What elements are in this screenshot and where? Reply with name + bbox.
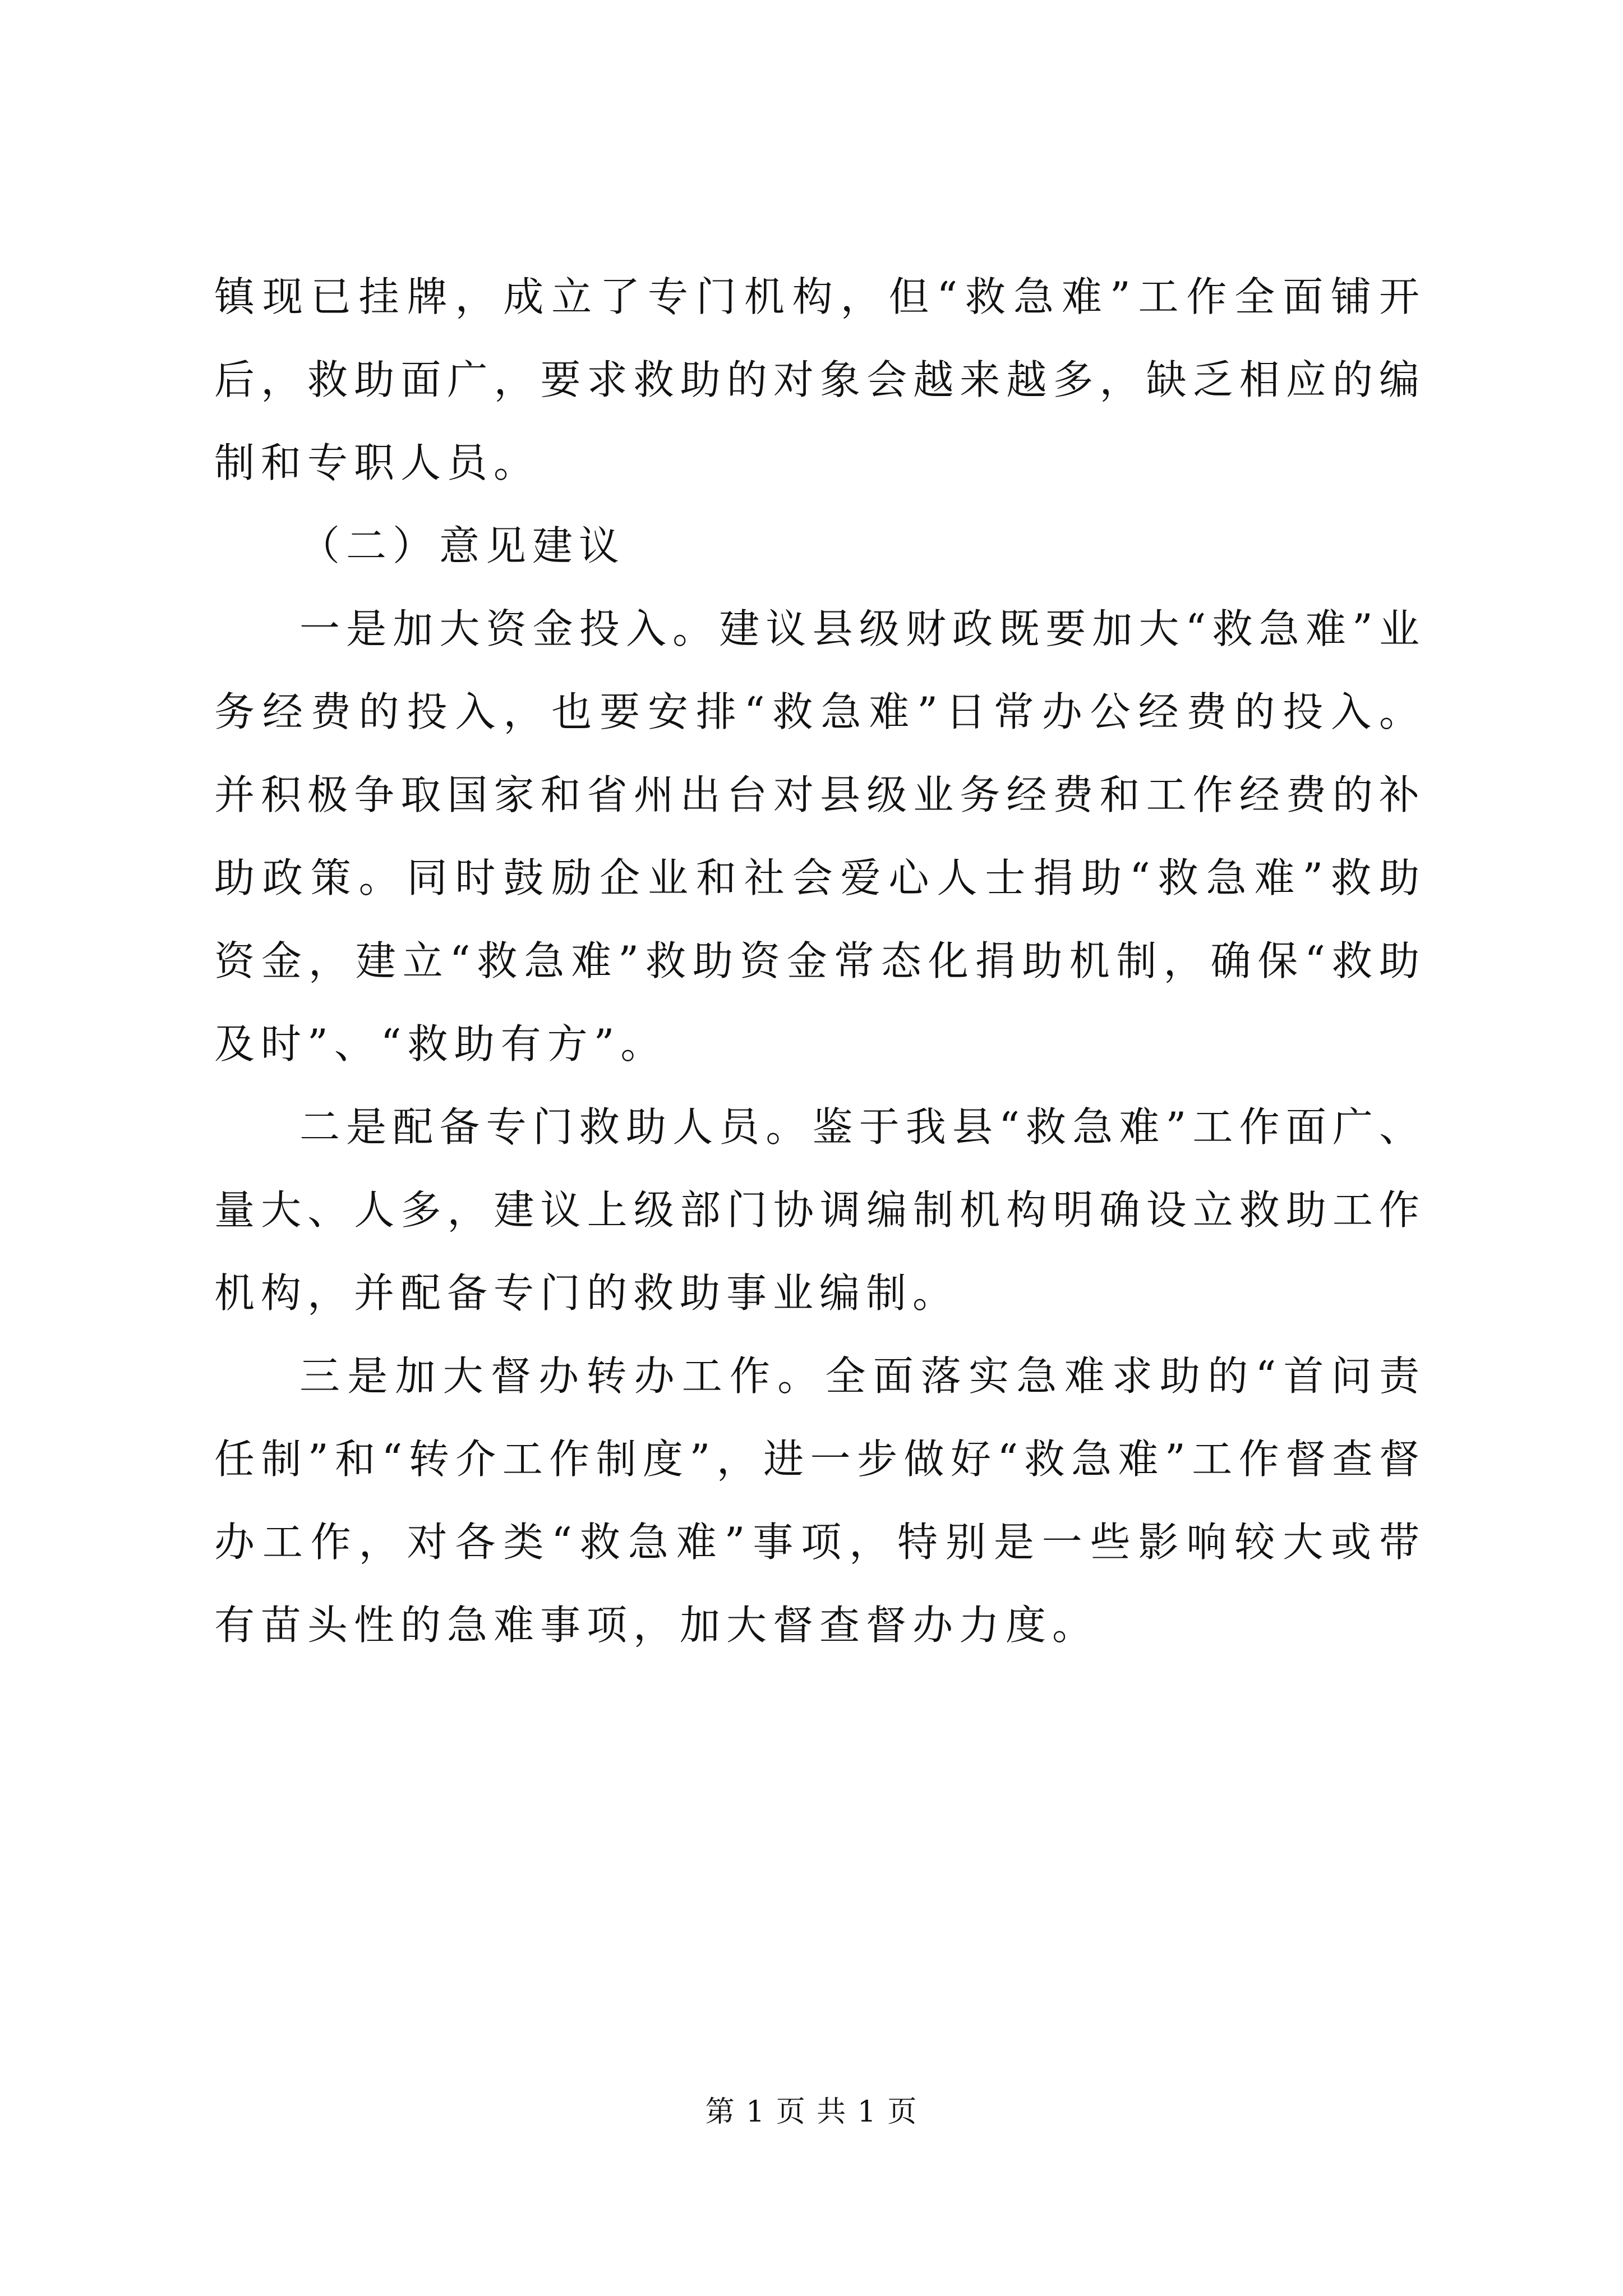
section-heading: （二）意见建议 xyxy=(299,522,626,569)
paragraph-supervision: 三是加大督办转办工作。全面落实急难求助的“首问责任制”和“转介工作制度”，进一步做好“救急难”工作督查督办工作，对各类“救急难”事项，特别是一些影响较大或带有苗头性的急难事项，加大督查督办力度。 xyxy=(214,1352,1426,1649)
document-body xyxy=(214,255,1426,1667)
page-number-footer: 第 1 页 共 1 页 xyxy=(705,2095,918,2129)
paragraph-staffing: 二是配备专门救助人员。鉴于我县“救急难”工作面广、量大、人多，建议上级部门协调编制机构明确设立救助工作机构，并配备专门的救助事业编制。 xyxy=(214,1103,1426,1317)
paragraph-funding: 一是加大资金投入。建议县级财政既要加大“救急难”业务经费的投入，也要安排“救急难”日常办公经费的投入。并积极争取国家和省州出台对县级业务经费和工作经费的补助政策。同时鼓励企业和社会爱心人士捐助“救急难”救助资金，建立“救急难”救助资金常态化捐助机制，确保“救助及时”、“救助有方”。 xyxy=(214,605,1426,1068)
paragraph-continuation: 镇现已挂牌，成立了专门机构，但“救急难”工作全面铺开后，救助面广，要求救助的对象会越来越多，缺乏相应的编制和专职人员。 xyxy=(214,273,1426,486)
